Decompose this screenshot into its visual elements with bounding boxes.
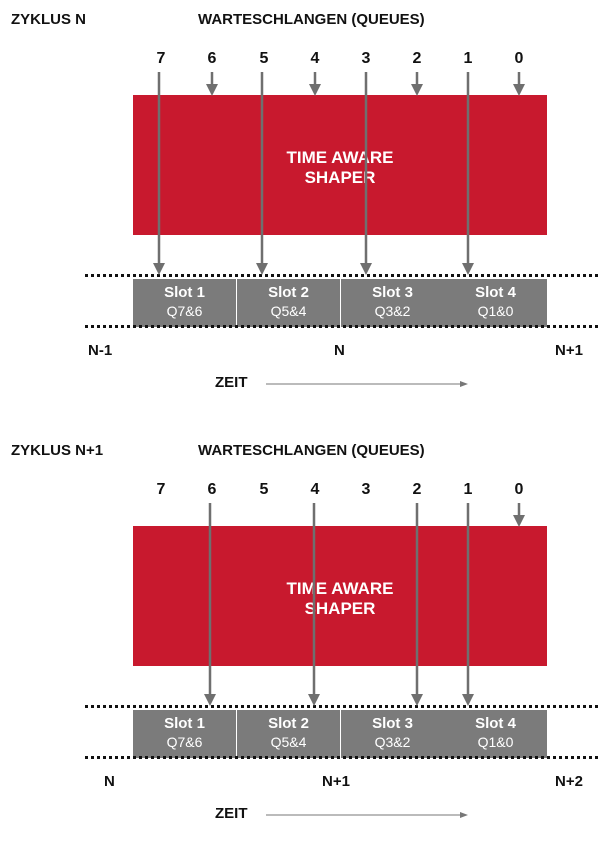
slot-queues: Q5&4 [270,734,307,750]
slot-name: Slot 1 [164,284,205,301]
queue-label-7: 7 [156,50,166,67]
slot-queues: Q1&0 [477,303,514,319]
queue-label-0: 0 [514,50,524,67]
slot-name: Slot 3 [372,715,413,732]
shaper-label-line-2: SHAPER [304,599,376,618]
slot-queues: Q3&2 [374,734,411,750]
arrow-layer [0,0,611,405]
queue-label-4: 4 [310,481,320,498]
cycle-panel-2 [0,431,611,836]
queue-label-2: 2 [412,50,422,67]
queue-label-5: 5 [259,481,269,498]
queue-label-6: 6 [207,50,217,67]
slot-queues: Q7&6 [166,303,203,319]
queue-label-6: 6 [207,481,217,498]
queue-label-0: 0 [514,481,524,498]
queues-heading: WARTESCHLANGEN (QUEUES) [198,442,425,459]
queue-label-1: 1 [463,481,473,498]
tick-label-end: N+2 [555,773,583,790]
tick-label-end: N+1 [555,342,583,359]
slot-name: Slot 3 [372,284,413,301]
arrow-layer [0,431,611,836]
slot-name: Slot 2 [268,284,309,301]
tick-label-middle: N+1 [322,773,350,790]
cycle-panel-1 [0,0,611,405]
queue-label-4: 4 [310,50,320,67]
slot-queues: Q1&0 [477,734,514,750]
shaper-label-line-1: TIME AWARE [286,148,394,167]
shaper-label-line-1: TIME AWARE [286,579,394,598]
tick-label-start: N-1 [88,342,113,359]
queue-label-1: 1 [463,50,473,67]
slot-name: Slot 4 [475,284,516,301]
tick-label-middle: N [334,342,345,359]
slot-name: Slot 2 [268,715,309,732]
slot-name: Slot 4 [475,715,516,732]
time-axis-label: ZEIT [215,805,248,822]
slot-name: Slot 1 [164,715,205,732]
queue-label-3: 3 [361,50,371,67]
cycle-title: ZYKLUS N [11,11,86,28]
slot-queues: Q5&4 [270,303,307,319]
queue-label-7: 7 [156,481,166,498]
cycle-title: ZYKLUS N+1 [11,442,104,459]
queue-label-2: 2 [412,481,422,498]
tick-label-start: N [104,773,115,790]
slot-queues: Q7&6 [166,734,203,750]
slot-queues: Q3&2 [374,303,411,319]
queue-label-3: 3 [361,481,371,498]
time-axis-label: ZEIT [215,374,248,391]
queue-label-5: 5 [259,50,269,67]
queues-heading: WARTESCHLANGEN (QUEUES) [198,11,425,28]
shaper-label-line-2: SHAPER [304,168,376,187]
